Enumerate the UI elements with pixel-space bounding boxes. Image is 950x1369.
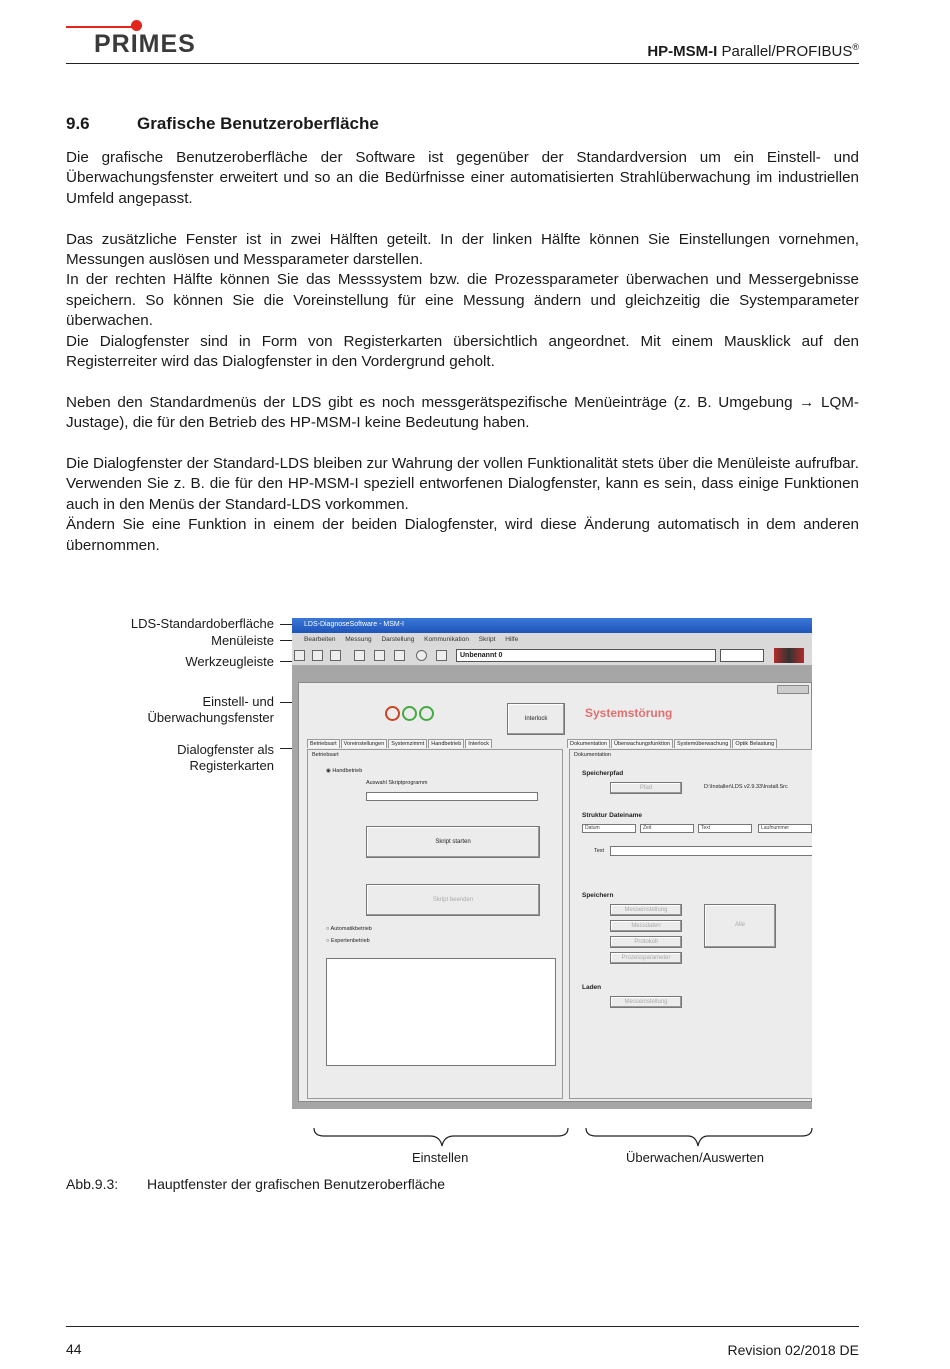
- brace-label-left: Einstellen: [412, 1150, 469, 1165]
- menu-item[interactable]: Kommunikation: [424, 636, 469, 643]
- path-button[interactable]: Pfad: [610, 782, 682, 794]
- brace-right-icon: [586, 1128, 812, 1146]
- beam-icon[interactable]: [354, 650, 365, 661]
- menu-item[interactable]: Darstellung: [381, 636, 415, 643]
- menu-bar: [292, 633, 812, 646]
- left-pane: [307, 749, 563, 1099]
- grid-icon[interactable]: [374, 650, 385, 661]
- paragraph: In der rechten Hälfte können Sie das Messsystem bzw. die Prozessparameter überwachen und Messergebnisse speichern. So können Sie die Voreinstellung für eine Messung ändern und gleichzeitig die Systemparameter überwachen.: [66, 271, 859, 330]
- brace-label-right: Überwachen/Auswerten: [626, 1150, 765, 1165]
- left-tabs: [307, 739, 493, 748]
- path-heading: Speicherpfad: [582, 770, 624, 777]
- header-rule: [66, 63, 859, 64]
- tab-systemueberwachung[interactable]: Systemüberwachung: [674, 739, 731, 748]
- menu-item[interactable]: Skript: [478, 636, 496, 643]
- window-titlebar: LDS-DiagnoseSoftware - MSM-I: [292, 618, 812, 633]
- product-interface: Parallel/PROFIBUS: [717, 43, 853, 60]
- callout-toolbar: Werkzeugleiste: [185, 654, 274, 669]
- struct-select[interactable]: Zeit: [640, 824, 694, 833]
- callout-menu: Menüleiste: [211, 633, 274, 648]
- save-all-button[interactable]: Alle: [704, 904, 776, 948]
- menu-item[interactable]: Bearbeiten: [304, 636, 336, 643]
- section-title: Grafische Benutzeroberfläche: [137, 114, 379, 133]
- open-icon[interactable]: [312, 650, 323, 661]
- radio-automatik[interactable]: ○ Automatikbetrieb: [326, 926, 372, 932]
- save-data-button[interactable]: Messdaten: [610, 920, 682, 932]
- window-controls[interactable]: [777, 685, 809, 694]
- green-lamp-icon: [419, 706, 434, 721]
- callout-window: Einstell- und Überwachungsfenster: [147, 694, 274, 725]
- display-icon[interactable]: [394, 650, 405, 661]
- brace-left-icon: [314, 1128, 568, 1146]
- radio-experten[interactable]: ○ Expertenbetrieb: [326, 938, 370, 944]
- tab-ueberwachung[interactable]: Überwachungsfunktion: [611, 739, 673, 748]
- figure-number: Abb.9.3:: [66, 1176, 119, 1192]
- interlock-button[interactable]: Interlock: [507, 703, 565, 735]
- tab-voreinstellungen[interactable]: Voreinstellungen: [341, 739, 388, 748]
- script-select[interactable]: [366, 792, 538, 801]
- section-number: 9.6: [66, 114, 90, 133]
- footer-rule: [66, 1326, 859, 1327]
- status-lamps: [385, 706, 436, 726]
- load-settings-button[interactable]: Messeinstellung: [610, 996, 682, 1008]
- save-protocol-button[interactable]: Protokoll: [610, 936, 682, 948]
- menu-item[interactable]: Messung: [345, 636, 372, 643]
- green-lamp-icon: [402, 706, 417, 721]
- mdi-area: [292, 666, 812, 1109]
- save-settings-button[interactable]: Messeinstellung: [610, 904, 682, 916]
- tab-optik[interactable]: Optik Belastung: [732, 739, 777, 748]
- struct-select[interactable]: Laufnummer: [758, 824, 812, 833]
- record-icon[interactable]: [416, 650, 427, 661]
- script-label: Auswahl Skriptprogramm: [366, 780, 428, 786]
- struct-select[interactable]: Datum: [582, 824, 636, 833]
- paragraph: Verwenden Sie z. B. die für den HP-MSM-I speziell entworfenen Dialogfenster, kann es sein, dass einige Funktionen auch in den Menüs der Standard-LDS vorkommen.: [66, 475, 859, 513]
- tab-betriebsart[interactable]: Betriebsart: [307, 739, 340, 748]
- struct-select[interactable]: Text: [698, 824, 752, 833]
- registered-mark: ®: [852, 42, 859, 52]
- menu-item[interactable]: Hilfe: [505, 636, 519, 643]
- paragraph: Neben den Standardmenüs der LDS gibt es noch messgerätspezifische Menüeinträge (z. B. Umgebung → LQM-Justage), die für den Betrieb des HP-MSM-I keine Bedeutung haben.: [66, 393, 859, 432]
- tab-system[interactable]: Systemzimmt: [388, 739, 427, 748]
- red-lamp-icon: [385, 706, 400, 721]
- revision-label: Revision 02/2018 DE: [727, 1342, 859, 1358]
- logo-line: [66, 26, 138, 28]
- paragraph: Die grafische Benutzeroberfläche der Software ist gegenüber der Standardversion um ein Einstell- und Überwachungsfenster erweitert und so an die Bedürfnisse einer automatisierten Strahlüberwachung im industriellen Umfeld angepasst.: [66, 149, 859, 207]
- group-label: Dokumentation: [574, 752, 611, 758]
- product-name: HP-MSM-I: [647, 43, 718, 60]
- software-screenshot: [292, 618, 812, 1109]
- paragraph: Die Dialogfenster der Standard-LDS bleiben zur Wahrung der vollen Funktionalität stets über die Menüleiste aufrufbar.: [66, 455, 859, 473]
- system-error-label: Systemstörung: [585, 706, 673, 720]
- paragraph: Das zusätzliche Fenster ist in zwei Hälften geteilt. In der linken Hälfte können Sie Einstellungen vornehmen, Messungen auslösen und Messparameter darstellen.: [66, 230, 859, 269]
- group-label: Betriebsart: [312, 752, 339, 758]
- stop-script-button[interactable]: Skript beenden: [366, 884, 540, 916]
- document-combo[interactable]: Unbenannt 0: [456, 649, 716, 662]
- tab-dokumentation[interactable]: Dokumentation: [567, 739, 610, 748]
- text-input[interactable]: [610, 846, 812, 856]
- control-window: [298, 682, 812, 1102]
- save-heading: Speichern: [582, 892, 614, 899]
- right-pane: [569, 749, 812, 1099]
- new-icon[interactable]: [294, 650, 305, 661]
- tab-handbetrieb[interactable]: Handbetrieb: [428, 739, 464, 748]
- radio-handbetrieb[interactable]: ◉ Handbetrieb: [326, 768, 363, 774]
- load-heading: Laden: [582, 984, 602, 991]
- filename-heading: Struktur Dateiname: [582, 812, 642, 819]
- callout-lds: LDS-Standardoberfläche: [130, 616, 274, 631]
- laser-icon[interactable]: [774, 648, 804, 663]
- callout-tabs: Dialogfenster als Registerkarten: [177, 742, 274, 773]
- save-params-button[interactable]: Prozessparameter: [610, 952, 682, 964]
- text-label: Text: [594, 848, 605, 854]
- output-textarea[interactable]: [326, 958, 556, 1066]
- page-number: 44: [66, 1341, 82, 1357]
- info-icon[interactable]: [436, 650, 447, 661]
- paragraph: Ändern Sie eine Funktion in einem der beiden Dialogfenster, wird diese Änderung automatisch in dem anderen übernommen.: [66, 516, 859, 554]
- start-script-button[interactable]: Skript starten: [366, 826, 540, 858]
- braces: [312, 1124, 814, 1148]
- paragraph: Die Dialogfenster sind in Form von Registerkarten übersichtlich angeordnet. Mit einem Mausklick auf den Registerreiter wird das Dialogfenster in den Vordergrund geholt.: [66, 332, 859, 371]
- body-text: [66, 148, 859, 556]
- save-icon[interactable]: [330, 650, 341, 661]
- figure-caption: Hauptfenster der grafischen Benutzeroberfläche: [147, 1176, 446, 1192]
- tab-interlock[interactable]: Interlock: [465, 739, 492, 748]
- header-title: [647, 42, 859, 60]
- secondary-combo[interactable]: [720, 649, 764, 662]
- path-value: D:\Installer\LDS v2.9.33\Install.Src: [704, 784, 788, 790]
- toolbar: [292, 646, 812, 666]
- right-tabs: [567, 739, 778, 748]
- primes-logo: PRIMES: [94, 30, 196, 58]
